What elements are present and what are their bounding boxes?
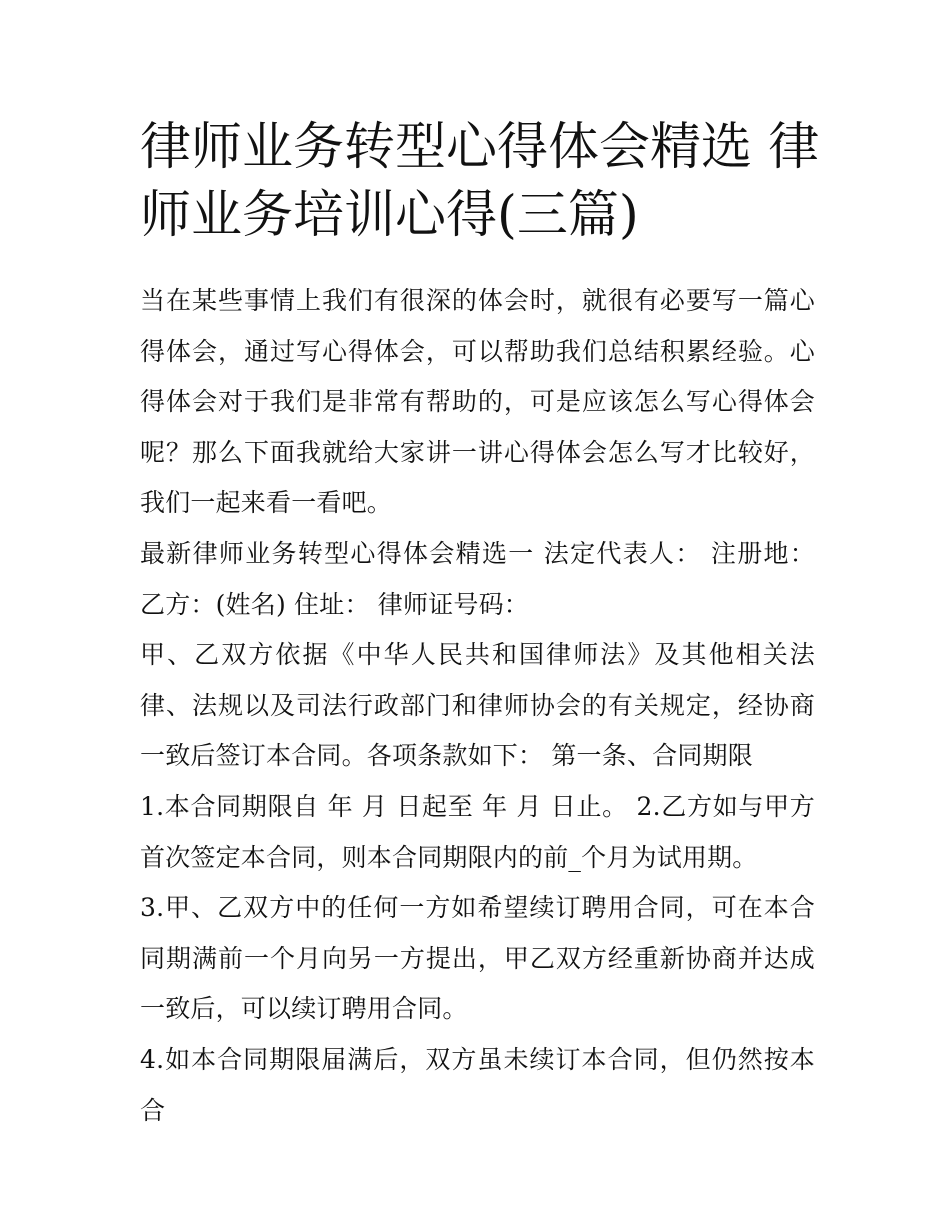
paragraph-term-4: 4.如本合同期限届满后，双方虽未续订本合同，但仍然按本合 <box>140 1044 815 1125</box>
paragraph-intro: 当在某些事情上我们有很深的体会时，就很有必要写一篇心得体会，通过写心得体会，可以帮助我们总结积累经验。心得体会对于我们是非常有帮助的，可是应该怎么写心得体会呢？那么下面我就给大家讲一讲心得体会怎么写才比较好，我们一起来看一看吧。 <box>140 286 815 518</box>
paragraph-term-3: 3.甲、乙双方中的任何一方如希望续订聘用合同，可在本合同期满前一个月向另一方提出，甲乙双方经重新协商并达成一致后，可以续订聘用合同。 <box>140 893 815 1024</box>
paragraph-term-1-2: 1.本合同期限自 年 月 日起至 年 月 日止。 2.乙方如与甲方首次签定本合同，则本合同期限内的前_个月为试用期。 <box>140 791 815 872</box>
paragraph-parties: 最新律师业务转型心得体会精选一 法定代表人： 注册地： 乙方：(姓名) 住址： 律师证号码： <box>140 538 815 619</box>
document-title: 律师业务转型心得体会精选 律师业务培训心得(三篇) <box>140 118 820 245</box>
paragraph-basis: 甲、乙双方依据《中华人民共和国律师法》及其他相关法律、法规以及司法行政部门和律师协会的有关规定，经协商一致后签订本合同。各项条款如下： 第一条、合同期限 <box>140 640 815 771</box>
document-body <box>140 276 815 1136</box>
